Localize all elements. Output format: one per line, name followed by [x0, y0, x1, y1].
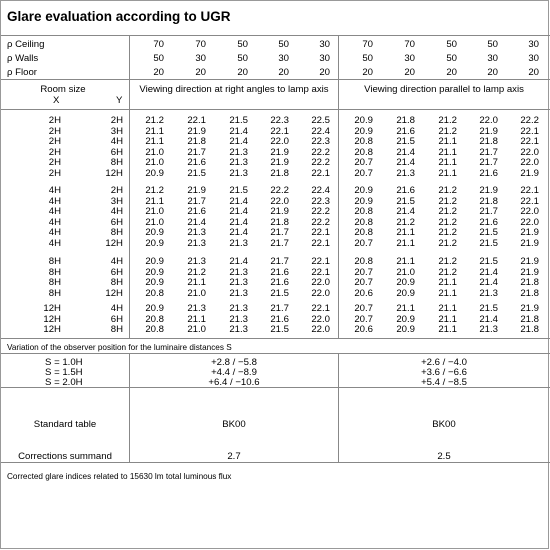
walls-label: ρ Walls — [7, 53, 39, 64]
room-y: 8H — [110, 277, 123, 289]
ugr-value: 21.0 — [145, 146, 164, 158]
walls-value: 50 — [362, 53, 373, 64]
ugr-value: 22.4 — [311, 125, 330, 137]
ugr-value: 21.7 — [187, 195, 206, 207]
ugr-value: 21.9 — [520, 303, 539, 314]
ugr-value: 22.2 — [311, 157, 330, 169]
ugr-value: 21.2 — [438, 256, 457, 267]
right-angles-header: Viewing direction at right angles to lamp axis — [139, 84, 329, 95]
ugr-value: 22.0 — [520, 216, 539, 228]
room-x: 4H — [48, 216, 61, 228]
ugr-value: 21.6 — [396, 185, 415, 196]
ugr-value: 20.9 — [354, 185, 373, 196]
ugr-value: 21.5 — [270, 324, 289, 336]
ugr-value: 20.7 — [354, 157, 373, 169]
room-x: 8H — [48, 287, 61, 299]
divider — [1, 338, 550, 339]
ugr-value: 21.3 — [229, 146, 248, 158]
ugr-value: 21.2 — [396, 216, 415, 228]
ugr-value: 20.9 — [145, 303, 164, 314]
ugr-value: 21.9 — [520, 168, 539, 179]
floor-value: 20 — [446, 67, 457, 78]
ugr-value: 21.5 — [396, 195, 415, 207]
ugr-value: 21.4 — [479, 313, 498, 325]
ugr-value: 21.3 — [229, 287, 248, 299]
variation-right: +4.4 / −8.9 — [211, 367, 257, 378]
ugr-value: 21.4 — [229, 125, 248, 137]
ugr-value: 22.3 — [311, 195, 330, 207]
ugr-value: 21.2 — [438, 115, 457, 126]
ugr-value: 22.0 — [479, 115, 498, 126]
ugr-value: 21.1 — [438, 324, 457, 336]
ugr-value: 22.1 — [311, 303, 330, 314]
ceiling-value: 50 — [446, 39, 457, 50]
ugr-value: 21.3 — [229, 324, 248, 336]
ugr-value: 20.9 — [145, 227, 164, 239]
ugr-value: 20.9 — [145, 238, 164, 249]
ugr-value: 21.6 — [270, 266, 289, 278]
ugr-value: 21.6 — [396, 125, 415, 137]
ugr-value: 21.6 — [187, 206, 206, 218]
ugr-value: 20.8 — [354, 256, 373, 267]
walls-value: 30 — [195, 53, 206, 64]
ugr-value: 22.2 — [311, 216, 330, 228]
ugr-value: 20.7 — [354, 313, 373, 325]
ugr-value: 21.5 — [479, 256, 498, 267]
ugr-value: 21.4 — [229, 136, 248, 148]
ugr-value: 21.2 — [438, 266, 457, 278]
ugr-value: 20.8 — [354, 227, 373, 239]
room-y: 2H — [110, 185, 123, 196]
ugr-value: 21.5 — [229, 185, 248, 196]
room-x: 12H — [43, 324, 61, 336]
ugr-value: 21.3 — [229, 303, 248, 314]
ugr-value: 21.9 — [270, 146, 289, 158]
ugr-value: 21.9 — [520, 256, 539, 267]
ugr-value: 21.5 — [229, 115, 248, 126]
room-x: 12H — [43, 313, 61, 325]
ceiling-value: 30 — [319, 39, 330, 50]
ugr-value: 22.2 — [520, 115, 539, 126]
ugr-value: 21.5 — [270, 287, 289, 299]
ugr-value: 21.1 — [396, 227, 415, 239]
variation-parallel: +3.6 / −6.6 — [421, 367, 467, 378]
ugr-value: 22.2 — [311, 146, 330, 158]
room-y: 4H — [110, 256, 123, 267]
floor-value: 20 — [278, 67, 289, 78]
ugr-value: 21.6 — [187, 157, 206, 169]
floor-value: 20 — [528, 67, 539, 78]
ugr-value: 22.0 — [520, 157, 539, 169]
ugr-value: 21.4 — [229, 216, 248, 228]
room-y: 4H — [110, 136, 123, 148]
ugr-value: 20.9 — [396, 277, 415, 289]
ugr-value: 20.8 — [145, 324, 164, 336]
ugr-value: 22.3 — [311, 136, 330, 148]
ugr-value: 21.2 — [438, 238, 457, 249]
ugr-value: 22.5 — [311, 115, 330, 126]
ugr-value: 21.0 — [187, 287, 206, 299]
ugr-value: 21.3 — [187, 303, 206, 314]
room-x: 4H — [48, 195, 61, 207]
room-y: 6H — [110, 266, 123, 278]
ugr-value: 22.3 — [270, 115, 289, 126]
divider — [1, 462, 550, 463]
room-x: 2H — [48, 168, 61, 179]
variation-parallel: +2.6 / −4.0 — [421, 357, 467, 368]
ugr-value: 21.4 — [229, 206, 248, 218]
floor-value: 20 — [237, 67, 248, 78]
floor-value: 20 — [404, 67, 415, 78]
ugr-value: 22.1 — [520, 185, 539, 196]
ugr-value: 21.9 — [187, 125, 206, 137]
ugr-value: 20.9 — [396, 324, 415, 336]
ceiling-value: 70 — [153, 39, 164, 50]
ugr-value: 21.2 — [438, 125, 457, 137]
ugr-value: 22.1 — [520, 125, 539, 137]
ugr-value: 21.3 — [187, 256, 206, 267]
ugr-value: 21.3 — [187, 227, 206, 239]
ugr-value: 22.4 — [311, 185, 330, 196]
ugr-value: 22.0 — [520, 146, 539, 158]
ugr-value: 22.0 — [311, 313, 330, 325]
floor-value: 20 — [153, 67, 164, 78]
ugr-value: 21.8 — [520, 287, 539, 299]
ugr-value: 20.6 — [354, 324, 373, 336]
ceiling-value: 70 — [362, 39, 373, 50]
ugr-value: 20.8 — [354, 206, 373, 218]
room-x: 2H — [48, 136, 61, 148]
room-y: 8H — [110, 324, 123, 336]
ugr-value: 21.1 — [438, 287, 457, 299]
ceiling-value: 70 — [195, 39, 206, 50]
ugr-value: 22.2 — [270, 185, 289, 196]
ugr-value: 22.0 — [270, 136, 289, 148]
ugr-value: 21.5 — [396, 136, 415, 148]
ugr-value: 21.1 — [438, 277, 457, 289]
ugr-value: 22.1 — [187, 115, 206, 126]
standard-table-label: Standard table — [33, 419, 97, 430]
ugr-value: 20.7 — [354, 238, 373, 249]
ugr-value: 21.2 — [438, 195, 457, 207]
room-y: 6H — [110, 216, 123, 228]
ugr-value: 21.7 — [270, 238, 289, 249]
ugr-value: 20.8 — [145, 313, 164, 325]
room-y: 12H — [105, 238, 123, 249]
walls-value: 50 — [153, 53, 164, 64]
ugr-value: 22.1 — [520, 136, 539, 148]
ugr-value: 21.0 — [145, 216, 164, 228]
ugr-value: 21.4 — [187, 216, 206, 228]
y-label: Y — [116, 95, 123, 106]
ugr-value: 22.1 — [311, 266, 330, 278]
ugr-value: 21.7 — [479, 146, 498, 158]
walls-value: 30 — [319, 53, 330, 64]
ugr-value: 21.7 — [270, 227, 289, 239]
room-x: 4H — [48, 227, 61, 239]
room-y: 6H — [110, 313, 123, 325]
ugr-value: 22.2 — [311, 206, 330, 218]
walls-value: 30 — [404, 53, 415, 64]
ugr-value: 21.7 — [479, 157, 498, 169]
ugr-value: 21.1 — [438, 303, 457, 314]
variation-s: S = 2.0H — [45, 377, 83, 388]
variation-label: Variation of the observer position for the luminaire distances S — [7, 343, 232, 352]
ceiling-value: 70 — [404, 39, 415, 50]
room-y: 8H — [110, 227, 123, 239]
ugr-value: 21.3 — [396, 168, 415, 179]
ugr-value: 22.1 — [311, 256, 330, 267]
walls-value: 30 — [487, 53, 498, 64]
ugr-value: 21.8 — [479, 195, 498, 207]
ugr-value: 21.7 — [270, 303, 289, 314]
ugr-value: 20.8 — [354, 146, 373, 158]
floor-value: 20 — [319, 67, 330, 78]
ugr-value: 21.0 — [145, 206, 164, 218]
ugr-value: 20.9 — [396, 313, 415, 325]
ugr-value: 21.6 — [270, 313, 289, 325]
walls-value: 50 — [237, 53, 248, 64]
ugr-value: 21.2 — [438, 206, 457, 218]
footer-note: Corrected glare indices related to 15630 lm total luminous flux — [7, 472, 232, 481]
ugr-value: 20.8 — [354, 216, 373, 228]
ugr-value: 21.2 — [438, 216, 457, 228]
ugr-value: 20.9 — [145, 256, 164, 267]
room-y: 3H — [110, 195, 123, 207]
ceiling-value: 50 — [487, 39, 498, 50]
room-x: 8H — [48, 266, 61, 278]
divider — [1, 109, 550, 110]
ugr-value: 21.3 — [479, 324, 498, 336]
ugr-value: 21.1 — [187, 277, 206, 289]
room-x: 8H — [48, 256, 61, 267]
ugr-value: 21.8 — [187, 136, 206, 148]
standard-table-right: BK00 — [222, 419, 246, 430]
ugr-value: 21.4 — [479, 266, 498, 278]
variation-s: S = 1.0H — [45, 357, 83, 368]
ugr-value: 21.2 — [145, 115, 164, 126]
ugr-value: 21.5 — [479, 303, 498, 314]
ugr-value: 20.7 — [354, 266, 373, 278]
ugr-value: 21.1 — [396, 238, 415, 249]
ugr-value: 20.7 — [354, 303, 373, 314]
ugr-value: 21.9 — [187, 185, 206, 196]
ugr-value: 20.6 — [354, 287, 373, 299]
ugr-value: 21.9 — [520, 227, 539, 239]
ugr-value: 21.2 — [145, 185, 164, 196]
ceiling-value: 50 — [278, 39, 289, 50]
ugr-value: 20.9 — [145, 277, 164, 289]
ugr-value: 21.5 — [479, 227, 498, 239]
room-x: 2H — [48, 125, 61, 137]
ugr-value: 21.4 — [479, 277, 498, 289]
room-y: 4H — [110, 206, 123, 218]
ugr-value: 21.7 — [270, 256, 289, 267]
ugr-value: 20.8 — [354, 136, 373, 148]
ugr-value: 21.3 — [229, 238, 248, 249]
ugr-value: 21.9 — [270, 157, 289, 169]
room-y: 2H — [110, 115, 123, 126]
ugr-value: 22.0 — [311, 324, 330, 336]
room-size-label: Room size — [40, 84, 86, 95]
ugr-value: 21.8 — [520, 277, 539, 289]
room-y: 6H — [110, 146, 123, 158]
ugr-value: 21.8 — [520, 313, 539, 325]
ugr-value: 20.7 — [354, 277, 373, 289]
ugr-value: 21.1 — [145, 195, 164, 207]
ugr-value: 20.7 — [354, 168, 373, 179]
ugr-value: 21.8 — [270, 168, 289, 179]
ugr-value: 21.5 — [187, 168, 206, 179]
floor-value: 20 — [362, 67, 373, 78]
variation-parallel: +5.4 / −8.5 — [421, 377, 467, 388]
ugr-value: 20.9 — [354, 115, 373, 126]
ugr-value: 21.6 — [479, 216, 498, 228]
ceiling-value: 30 — [528, 39, 539, 50]
ugr-value: 21.3 — [229, 168, 248, 179]
ugr-value: 21.4 — [396, 146, 415, 158]
ugr-value: 21.5 — [479, 238, 498, 249]
standard-table-parallel: BK00 — [432, 419, 456, 430]
ugr-value: 21.7 — [479, 206, 498, 218]
ugr-value: 20.9 — [145, 168, 164, 179]
ugr-value: 21.4 — [396, 206, 415, 218]
ugr-value: 21.9 — [520, 238, 539, 249]
ugr-value: 20.8 — [145, 287, 164, 299]
ugr-value: 21.3 — [479, 287, 498, 299]
variation-right: +6.4 / −10.6 — [208, 377, 260, 388]
room-y: 8H — [110, 157, 123, 169]
divider — [1, 35, 550, 36]
ugr-value: 22.0 — [311, 277, 330, 289]
ceiling-label: ρ Ceiling — [7, 39, 45, 50]
ugr-value: 21.3 — [229, 313, 248, 325]
floor-value: 20 — [487, 67, 498, 78]
ugr-value: 21.1 — [145, 136, 164, 148]
variation-s: S = 1.5H — [45, 367, 83, 378]
room-x: 8H — [48, 277, 61, 289]
ugr-value: 21.9 — [520, 266, 539, 278]
ugr-value: 21.7 — [187, 146, 206, 158]
room-x: 4H — [48, 206, 61, 218]
walls-value: 30 — [528, 53, 539, 64]
ugr-value: 22.1 — [311, 227, 330, 239]
ceiling-value: 50 — [237, 39, 248, 50]
ugr-value: 21.8 — [479, 136, 498, 148]
room-y: 4H — [110, 303, 123, 314]
ugr-value: 21.2 — [438, 227, 457, 239]
ugr-value: 21.8 — [520, 324, 539, 336]
ugr-value: 21.1 — [438, 146, 457, 158]
walls-value: 30 — [278, 53, 289, 64]
walls-value: 50 — [446, 53, 457, 64]
ugr-value: 21.9 — [270, 206, 289, 218]
ugr-value: 22.0 — [270, 195, 289, 207]
ugr-value: 21.2 — [187, 266, 206, 278]
room-x: 12H — [43, 303, 61, 314]
ugr-value: 21.3 — [229, 277, 248, 289]
ugr-value: 20.9 — [354, 125, 373, 137]
corrections-label: Corrections summand — [18, 451, 112, 462]
room-x: 2H — [48, 146, 61, 158]
ugr-value: 20.9 — [145, 266, 164, 278]
ugr-value: 21.1 — [145, 125, 164, 137]
ugr-value: 21.0 — [396, 266, 415, 278]
room-x: 4H — [48, 238, 61, 249]
floor-label: ρ Floor — [7, 67, 37, 78]
ugr-value: 21.0 — [187, 324, 206, 336]
variation-right: +2.8 / −5.8 — [211, 357, 257, 368]
room-x: 4H — [48, 185, 61, 196]
corrections-parallel: 2.5 — [437, 451, 451, 462]
ugr-value: 21.1 — [438, 313, 457, 325]
ugr-value: 20.9 — [354, 195, 373, 207]
ugr-value: 21.4 — [229, 227, 248, 239]
room-x: 2H — [48, 157, 61, 169]
ugr-value: 21.9 — [479, 125, 498, 137]
ugr-value: 22.0 — [311, 287, 330, 299]
ugr-value: 21.1 — [187, 313, 206, 325]
ugr-value: 21.3 — [187, 238, 206, 249]
ugr-value: 21.4 — [229, 195, 248, 207]
ugr-value: 21.6 — [479, 168, 498, 179]
corrections-right: 2.7 — [227, 451, 241, 462]
ugr-value: 21.4 — [229, 256, 248, 267]
ugr-value: 21.4 — [396, 157, 415, 169]
ugr-value: 22.1 — [311, 168, 330, 179]
ugr-value: 21.3 — [229, 157, 248, 169]
ugr-value: 21.0 — [145, 157, 164, 169]
ugr-value: 20.9 — [396, 287, 415, 299]
floor-value: 20 — [195, 67, 206, 78]
ugr-value: 21.3 — [229, 266, 248, 278]
page-title: Glare evaluation according to UGR — [7, 9, 231, 24]
ugr-value: 21.6 — [270, 277, 289, 289]
ugr-value: 21.1 — [438, 157, 457, 169]
ugr-value: 21.9 — [479, 185, 498, 196]
ugr-value: 22.1 — [520, 195, 539, 207]
room-y: 12H — [105, 168, 123, 179]
divider — [1, 79, 550, 80]
ugr-value: 21.1 — [396, 256, 415, 267]
room-y: 3H — [110, 125, 123, 137]
room-x: 2H — [48, 115, 61, 126]
room-y: 12H — [105, 287, 123, 299]
parallel-header: Viewing direction parallel to lamp axis — [364, 84, 524, 95]
ugr-value: 22.0 — [520, 206, 539, 218]
ugr-value: 21.1 — [438, 168, 457, 179]
ugr-value: 21.8 — [270, 216, 289, 228]
ugr-value: 21.1 — [396, 303, 415, 314]
ugr-value: 21.2 — [438, 185, 457, 196]
ugr-value: 21.8 — [396, 115, 415, 126]
ugr-value: 22.1 — [270, 125, 289, 137]
divider — [1, 353, 550, 354]
ugr-value: 22.1 — [311, 238, 330, 249]
x-label: X — [53, 95, 60, 106]
ugr-value: 21.1 — [438, 136, 457, 148]
